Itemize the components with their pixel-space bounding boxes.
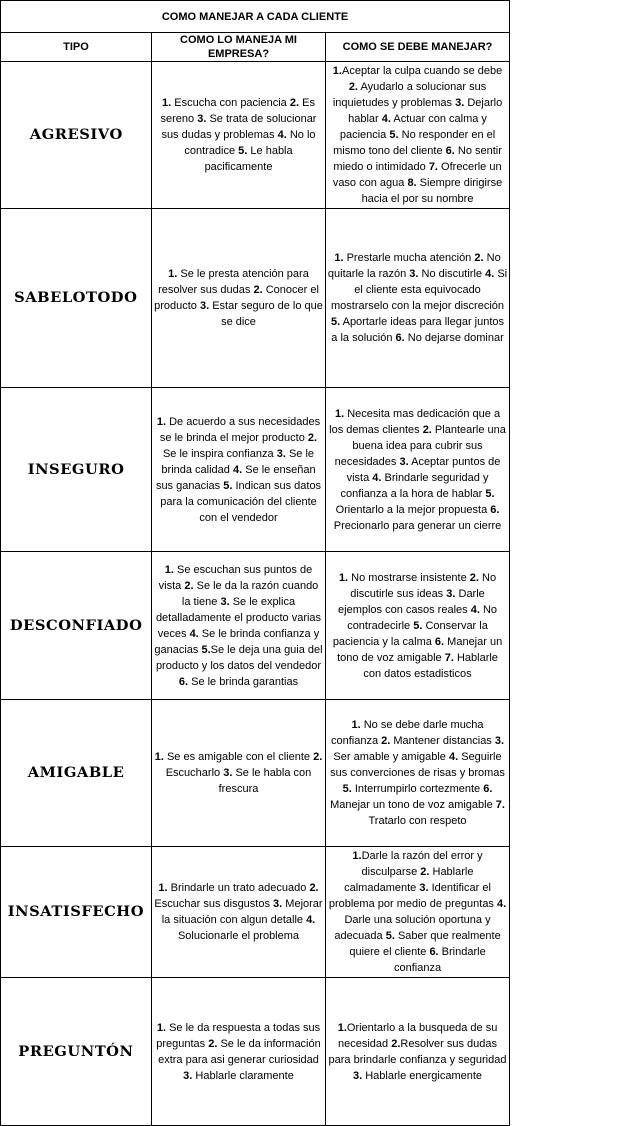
item-number: 7. — [495, 799, 505, 811]
item-number: 6. — [434, 635, 445, 648]
title-row — [1, 1, 510, 33]
item-number: 6. — [395, 332, 405, 344]
item-number: 3. — [446, 587, 456, 600]
item-number: 1. — [334, 252, 344, 264]
item-text: Es sereno — [160, 97, 315, 125]
item-number: 1. — [162, 97, 172, 109]
company-handling-cell — [152, 847, 326, 978]
item-text: Escuchar sus disgustos — [154, 898, 274, 910]
item-text: Interrumpirlo cortezmente — [351, 783, 484, 795]
item-number: 5. — [385, 930, 395, 942]
item-text: Mejorar la situación con algun detalle — [161, 898, 323, 926]
recommended-handling-cell — [326, 978, 510, 1126]
item-number: 1. — [158, 882, 168, 894]
company-handling-cell — [152, 978, 326, 1126]
item-text: Se le presta atención para resolver sus dudas — [158, 268, 309, 296]
item-text: Escucha con paciencia — [171, 97, 290, 109]
item-text: Manejar un tono de voz amigable — [330, 799, 496, 811]
table-row — [1, 700, 510, 847]
item-text: Se es amigable con el cliente — [163, 751, 314, 763]
item-text: Mantener distancias — [390, 735, 495, 747]
client-type-cell — [1, 978, 152, 1126]
item-text: Se le brinda garantias — [188, 675, 299, 688]
client-type-cell — [1, 209, 152, 388]
item-number: 2. — [381, 735, 391, 747]
item-text: Indican sus datos para la comunicación del cliente con el vendedor — [160, 479, 322, 524]
item-number: 5. — [223, 479, 233, 492]
company-handling-cell — [152, 700, 326, 847]
client-type-cell — [1, 62, 152, 209]
item-text: Conservar la paciencia y la calma — [332, 619, 488, 648]
client-type-cell — [1, 552, 152, 700]
item-text: Tratarlo con respeto — [368, 815, 467, 827]
item-text: Hablarle energicamente — [362, 1069, 483, 1082]
item-text: Se escuchan sus puntos de vista — [158, 563, 313, 592]
recommended-handling-cell — [326, 62, 510, 209]
company-handling-cell — [152, 552, 326, 700]
item-text: Brindarle un trato adecuado — [167, 882, 310, 894]
item-text: Darle la razón del error y disculparse — [361, 850, 483, 878]
item-text: Identificar el problema por medio de preguntas — [328, 882, 497, 910]
item-text: Conocer el producto — [154, 284, 319, 312]
client-type-label: DESCONFIADO — [9, 617, 143, 634]
item-text: Orientarlo a la mejor propuesta — [335, 503, 491, 516]
company-handling-cell — [152, 388, 326, 552]
item-number: 4. — [381, 113, 391, 125]
item-text: No responder en el mismo tono del cliente — [333, 129, 496, 157]
client-type-label: INSEGURO — [27, 461, 125, 478]
table-row — [1, 552, 510, 700]
item-text: Darle una solución oportuna y adecuada — [334, 914, 491, 942]
client-type-label: PREGUNTÓN — [18, 1043, 134, 1060]
item-text: Aportarle ideas para llegar juntos a la solución — [331, 316, 505, 344]
client-type-cell — [1, 847, 152, 978]
table-row — [1, 209, 510, 388]
table-title: COMO MANEJAR A CADA CLIENTE — [1, 1, 510, 33]
item-text: Necesita mas dedicación que a los demas clientes — [329, 407, 501, 436]
item-text: Se le inspira confianza — [162, 447, 277, 460]
item-text: Actuar con calma y paciencia — [339, 113, 487, 141]
item-number: 3. — [197, 113, 207, 125]
client-type-label: AMIGABLE — [27, 765, 125, 781]
item-text: Orientarlo a la busqueda de su necesidad — [338, 1021, 498, 1050]
item-text: Manejar un tono de voz amigable — [337, 635, 503, 664]
item-number: 1. — [338, 571, 349, 584]
item-number: 2. — [313, 751, 323, 763]
item-number: 2. — [420, 866, 430, 878]
item-number: 1. — [154, 751, 164, 763]
item-number: 5. — [342, 783, 352, 795]
client-type-label: AGRESIVO — [29, 127, 123, 143]
item-number: 6. — [445, 145, 455, 157]
item-text: Se trata de solucionar sus dudas y problemas — [161, 113, 317, 141]
item-text: Estar seguro de lo que se dice — [209, 300, 323, 328]
item-number: 2. — [309, 882, 319, 894]
item-number: 4. — [470, 603, 480, 616]
item-text: Ayudarlo a solucionar sus inquietudes y problemas — [332, 81, 487, 109]
item-text: Ofrecerle un vaso con agua — [332, 161, 502, 189]
item-text: Se le deja una guia del producto y los datos del vendedor — [155, 643, 323, 672]
item-number: 3. — [409, 268, 419, 280]
column-header-empresa: COMO LO MANEJA MI EMPRESA? — [152, 33, 326, 62]
item-text: Aceptar puntos de vista — [346, 455, 501, 484]
item-number: 5. — [485, 487, 495, 500]
item-number: 5. — [201, 643, 211, 656]
item-number: 3. — [399, 455, 409, 468]
item-number: 3. — [276, 447, 286, 460]
item-text: No sentir miedo o intimidado — [333, 145, 502, 173]
item-number: 1. — [352, 850, 362, 862]
item-number: 1. — [334, 407, 345, 420]
item-text: No lo contradice — [184, 129, 316, 157]
item-number: 5. — [238, 145, 248, 157]
item-text: Si el cliente esta equivocado mostrarselo con la mejor discreción — [331, 268, 508, 312]
item-number: 6. — [429, 946, 439, 958]
item-text: Ser amable y amigable — [333, 751, 449, 763]
item-number: 4. — [232, 463, 243, 476]
item-text: De acuerdo a sus necesidades se le brinda el mejor producto — [159, 415, 321, 444]
item-text: No quitarle la razón — [327, 252, 501, 280]
item-number: 3. — [494, 735, 505, 747]
item-text: Se le habla con frescura — [218, 767, 312, 795]
item-text: Prestarle mucha atención — [343, 252, 475, 264]
item-text: Precionarlo para generar un cierre — [333, 519, 502, 532]
item-text: Hablarle claramente — [192, 1069, 294, 1082]
item-text: Hablarle con datos estadisticos — [363, 651, 498, 680]
item-text: No discutirle — [418, 268, 486, 280]
table-row — [1, 388, 510, 552]
item-text: No se debe darle mucha confianza — [330, 719, 484, 747]
item-number: 3. — [352, 1069, 363, 1082]
item-number: 2. — [184, 579, 194, 592]
item-text: Se le explica detalladamente el producto varias veces — [155, 595, 322, 640]
item-text: Se le da información extra para asi generar curiosidad — [158, 1037, 321, 1066]
item-text: Dejarlo hablar — [348, 97, 503, 125]
header-row — [1, 33, 510, 62]
client-type-label: INSATISFECHO — [7, 904, 145, 920]
item-number: 3. — [273, 898, 283, 910]
item-number: 3. — [199, 300, 210, 312]
recommended-handling-cell — [326, 388, 510, 552]
item-number: 5. — [330, 316, 341, 328]
item-text: Siempre dirigirse hacia el por su nombre — [361, 177, 503, 205]
item-number: 4. — [448, 751, 459, 763]
item-number: 1. — [332, 65, 342, 77]
item-number: 3. — [223, 767, 233, 779]
item-number: 2. — [422, 423, 432, 436]
column-header-debe: COMO SE DEBE MANEJAR? — [326, 33, 510, 62]
item-number: 4. — [485, 268, 495, 280]
item-text: No contradecirle — [347, 603, 498, 632]
client-type-cell — [1, 700, 152, 847]
item-text: Saber que realmente quiere el cliente — [349, 930, 501, 958]
item-number: 4. — [277, 129, 287, 141]
item-text: Se le brinda calidad — [161, 447, 315, 476]
item-number: 3. — [183, 1069, 193, 1082]
item-text: Darle ejemplos con casos reales — [338, 587, 485, 616]
item-text: Hablarle calmadamente — [344, 866, 474, 894]
item-number: 7. — [428, 161, 438, 173]
table-row — [1, 62, 510, 209]
item-number: 5. — [413, 619, 423, 632]
item-number: 4. — [306, 914, 316, 926]
item-number: 1. — [164, 563, 174, 576]
item-number: 1. — [351, 719, 361, 731]
item-text: Brindarle confianza — [393, 946, 486, 974]
table-row — [1, 978, 510, 1126]
item-text: No mostrarse insistente — [348, 571, 470, 584]
item-text: Escucharlo — [165, 767, 224, 779]
item-number: 4. — [497, 898, 507, 910]
item-text: Plantearle una buena idea para cubrir sus necesidades — [334, 423, 506, 468]
item-number: 7. — [444, 651, 454, 664]
item-number: 8. — [407, 177, 417, 189]
item-text: Solucionarle el problema — [177, 930, 300, 942]
item-number: 2. — [391, 1037, 401, 1050]
item-number: 1. — [168, 268, 178, 280]
item-number: 2. — [208, 1037, 218, 1050]
company-handling-cell — [152, 62, 326, 209]
item-number: 2. — [253, 284, 263, 296]
item-number: 3. — [455, 97, 465, 109]
item-text: Se le da respuesta a todas sus preguntas — [156, 1021, 321, 1050]
item-text: No dejarse dominar — [404, 332, 504, 344]
item-text: Se le da la razón cuando la tiene — [181, 579, 319, 608]
item-number: 4. — [372, 471, 382, 484]
item-number: 2. — [348, 81, 358, 93]
recommended-handling-cell — [326, 847, 510, 978]
item-text: Brindarle seguridad y confianza a la hora de hablar — [340, 471, 489, 500]
item-number: 5. — [389, 129, 399, 141]
column-header-tipo: TIPO — [1, 33, 152, 62]
item-number: 3. — [419, 882, 429, 894]
item-text: Seguirle sus converciones de risas y bromas — [330, 751, 505, 779]
recommended-handling-cell — [326, 700, 510, 847]
client-type-label: SABELOTODO — [14, 290, 138, 306]
item-text: Aceptar la culpa cuando se debe — [341, 65, 503, 77]
item-number: 2. — [474, 252, 484, 264]
item-number: 4. — [189, 627, 199, 640]
item-number: 1. — [156, 1021, 167, 1034]
item-number: 2. — [307, 431, 318, 444]
item-number: 6. — [490, 503, 500, 516]
item-number: 2. — [469, 571, 479, 584]
recommended-handling-cell — [326, 552, 510, 700]
item-number: 1. — [156, 415, 167, 428]
item-text: Se le brinda confianza y ganacias — [154, 627, 320, 656]
item-number: 6. — [483, 783, 493, 795]
item-number: 6. — [178, 675, 189, 688]
item-text: Resolver sus dudas para brindarle confianza y seguridad — [328, 1037, 507, 1066]
table-row — [1, 847, 510, 978]
item-number: 1. — [337, 1021, 347, 1034]
item-text: Se le enseñan sus ganacias — [155, 463, 316, 492]
client-type-cell — [1, 388, 152, 552]
item-number: 2. — [289, 97, 300, 109]
item-text: No discutirle sus ideas — [350, 571, 497, 600]
item-number: 3. — [220, 595, 230, 608]
recommended-handling-cell — [326, 209, 510, 388]
item-text: Le habla pacificamente — [204, 145, 293, 173]
company-handling-cell — [152, 209, 326, 388]
